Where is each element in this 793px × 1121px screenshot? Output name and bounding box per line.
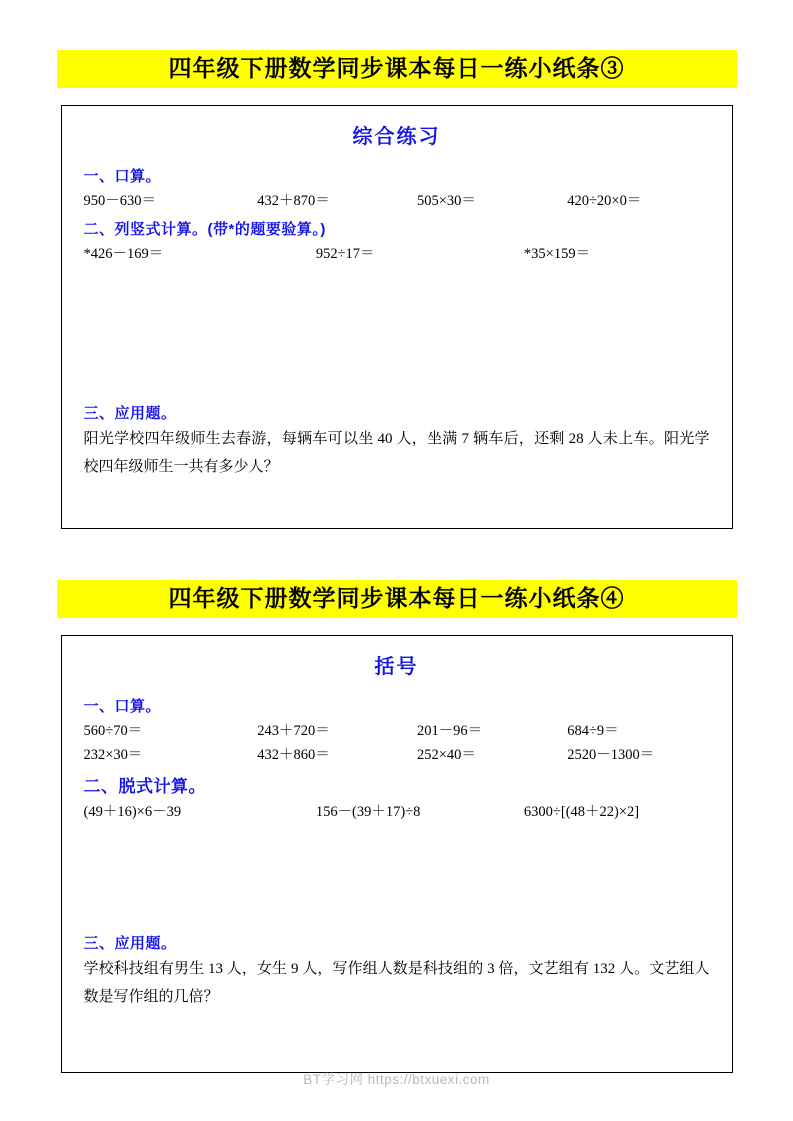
worksheet-2-section-3-heading: 三、应用题。 — [83, 935, 177, 953]
problem-item: (49＋16)×6－39 — [83, 804, 182, 821]
worksheet-1-card — [61, 105, 733, 529]
problem-item: 2520－1300＝ — [567, 747, 655, 764]
worksheet-2-banner — [57, 580, 737, 618]
problem-item: 560÷70＝ — [83, 723, 143, 740]
problem-item: 505×30＝ — [416, 193, 476, 210]
worksheet-2-section-1-problems-row-1 — [62, 719, 732, 740]
worksheet-1-section-3-heading: 三、应用题。 — [83, 405, 177, 423]
worksheet-1-section-2-heading: 二、列竖式计算。(带*的题要验算。) — [83, 221, 326, 239]
worksheet-2-answer-space — [62, 1012, 732, 1072]
worksheet-1-banner — [57, 50, 737, 88]
worksheet-1 — [0, 50, 793, 529]
problem-item: 156－(39＋17)÷8 — [315, 804, 421, 821]
problem-item: 420÷20×0＝ — [567, 193, 642, 210]
worksheet-1-banner-text: 四年级下册数学同步课本每日一练小纸条③ — [168, 55, 625, 81]
worksheet-2-banner-text: 四年级下册数学同步课本每日一练小纸条④ — [168, 585, 625, 611]
problem-item: 952÷17＝ — [315, 246, 375, 263]
worksheet-1-work-space — [62, 266, 732, 394]
worksheet-2-section-2-heading: 二、脱式计算。 — [83, 777, 206, 797]
problem-item: 432＋860＝ — [257, 747, 330, 764]
worksheet-1-section-1-heading: 一、口算。 — [83, 168, 162, 186]
problem-item: 232×30＝ — [83, 747, 143, 764]
worksheet-2-section-1-problems-row-2 — [62, 743, 732, 764]
problem-item: 243＋720＝ — [257, 723, 330, 740]
worksheet-2-title: 括号 — [374, 656, 419, 679]
worksheet-2-work-space — [62, 824, 732, 924]
problem-item: 252×40＝ — [416, 747, 476, 764]
worksheet-1-answer-space — [62, 482, 732, 528]
worksheet-1-section-2-problems — [62, 242, 732, 263]
worksheet-2-section-2-problems — [62, 800, 732, 821]
worksheet-1-title: 综合练习 — [352, 126, 441, 149]
worksheet-2 — [0, 580, 793, 1073]
problem-item: 950－630＝ — [83, 193, 156, 210]
site-footer: BT学习网 https://btxuexi.com — [303, 1072, 490, 1087]
problem-item: 432＋870＝ — [257, 193, 330, 210]
worksheet-1-section-1-problems — [62, 189, 732, 210]
worksheet-2-section-3-text: 学校科技组有男生 13 人，女生 9 人，写作组人数是科技组的 3 倍，文艺组有 132 人。文艺组人数是写作组的几倍？ — [83, 961, 710, 1006]
worksheet-2-section-1-heading: 一、口算。 — [83, 698, 162, 716]
worksheet-1-section-3-text: 阳光学校四年级师生去春游，每辆车可以坐 40 人，坐满 7 辆车后，还剩 28 人未上车。阳光学校四年级师生一共有多少人？ — [83, 431, 710, 476]
problem-item: 6300÷[(48＋22)×2] — [523, 804, 640, 821]
problem-item: 201－96＝ — [416, 723, 483, 740]
problem-item: *35×159＝ — [523, 246, 591, 263]
problem-item: 684÷9＝ — [567, 723, 619, 740]
problem-item: *426－169＝ — [83, 246, 164, 263]
worksheet-2-card — [61, 635, 733, 1073]
